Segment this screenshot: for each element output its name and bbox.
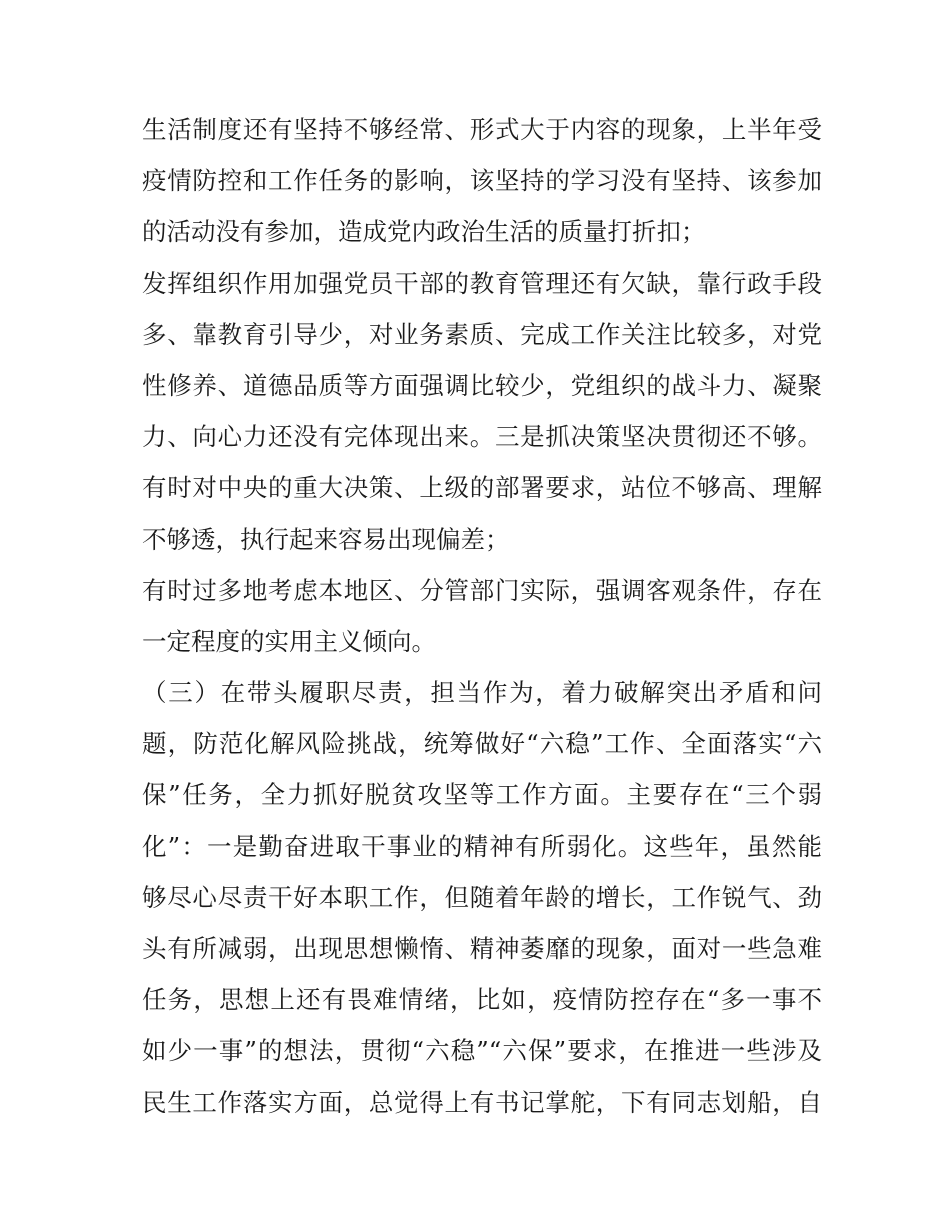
- text-line: 发挥组织作用加强党员干部的教育管理还有欠缺，靠行政手段: [142, 268, 822, 298]
- text-line: 任务，思想上还有畏难情绪，比如，疫情防控存在“多一事不: [142, 985, 822, 1015]
- text-line: （三）在带头履职尽责，担当作为，着力破解突出矛盾和问: [142, 678, 822, 708]
- text-line: 多、靠教育引导少，对业务素质、完成工作关注比较多，对党: [142, 319, 822, 349]
- text-line: 头有所减弱，出现思想懒惰、精神萎靡的现象，面对一些急难: [142, 934, 822, 963]
- text-line: 如少一事”的想法，贯彻“六稳”“六保”要求，在推进一些涉及: [142, 1036, 822, 1066]
- document-body: [142, 104, 822, 1128]
- text-line: 生活制度还有坚持不够经常、形式大于内容的现象，上半年受: [142, 115, 822, 144]
- text-line: 不够透，执行起来容易出现偏差；: [142, 524, 510, 554]
- text-line: 化”：一是勤奋进取干事业的精神有所弱化。这些年，虽然能: [142, 831, 822, 861]
- text-line: 题，防范化解风险挑战，统筹做好“六稳”工作、全面落实“六: [142, 729, 822, 759]
- text-line: 疫情防控和工作任务的影响，该坚持的学习没有坚持、该参加: [142, 166, 822, 196]
- text-line: 性修养、道德品质等方面强调比较少，党组织的战斗力、凝聚: [142, 370, 822, 400]
- text-line: 一定程度的实用主义倾向。: [142, 626, 436, 656]
- text-line: 有时对中央的重大决策、上级的部署要求，站位不够高、理解: [142, 473, 822, 503]
- text-line: 够尽心尽责干好本职工作，但随着年龄的增长，工作锐气、劲: [142, 882, 822, 912]
- text-line: 保”任务，全力抓好脱贫攻坚等工作方面。主要存在“三个弱: [142, 780, 822, 810]
- text-line: 的活动没有参加，造成党内政治生活的质量打折扣；: [142, 217, 706, 247]
- text-line: 民生工作落实方面，总觉得上有书记掌舵，下有同志划船，自: [142, 1087, 822, 1117]
- text-line: 力、向心力还没有完体现出来。三是抓决策坚决贯彻还不够。: [142, 422, 822, 452]
- text-line: 有时过多地考虑本地区、分管部门实际，强调客观条件，存在: [142, 575, 822, 605]
